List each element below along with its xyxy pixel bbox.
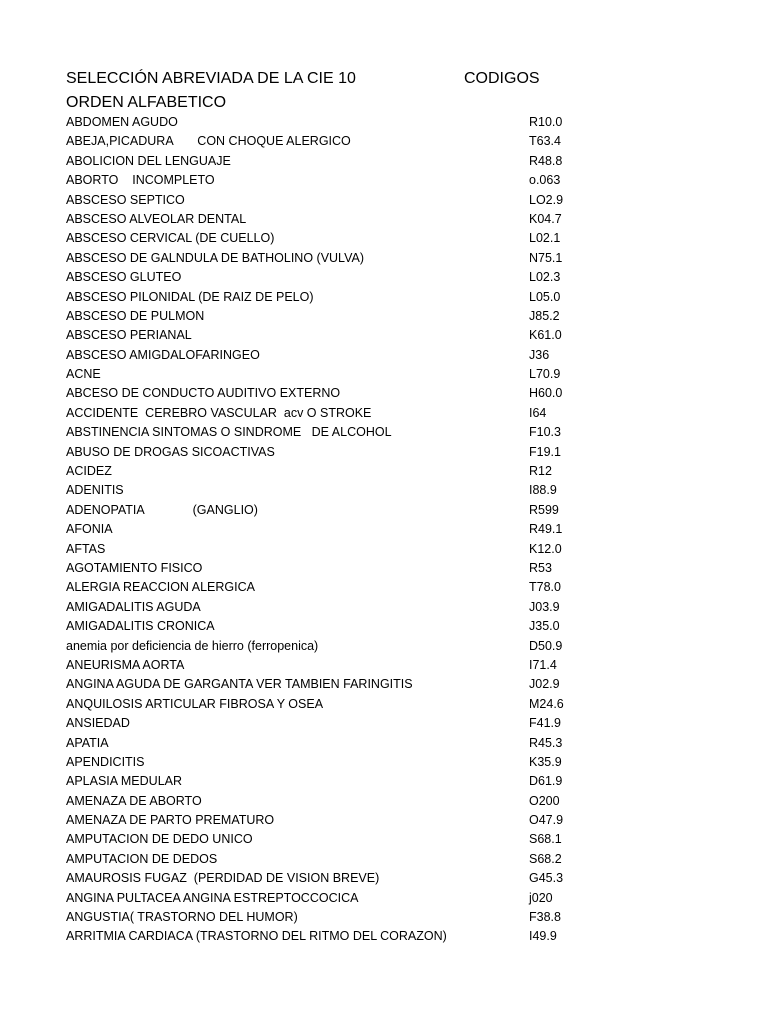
- icd-code: S68.2: [529, 851, 562, 866]
- list-item: [66, 830, 706, 849]
- document-subtitle: ORDEN ALFABETICO: [66, 94, 227, 111]
- list-item: [66, 210, 706, 229]
- diagnosis-term: AFONIA: [66, 522, 113, 537]
- diagnosis-term: ABORTO INCOMPLETO: [66, 173, 215, 188]
- diagnosis-term: ABSCESO GLUTEO: [66, 270, 182, 285]
- list-item: [66, 346, 706, 365]
- diagnosis-term: APLASIA MEDULAR: [66, 774, 183, 789]
- list-item: [66, 501, 706, 520]
- diagnosis-term: ANQUILOSIS ARTICULAR FIBROSA Y OSEA: [66, 696, 324, 711]
- diagnosis-term: ABDOMEN AGUDO: [66, 115, 178, 129]
- diagnosis-term: AGOTAMIENTO FISICO: [66, 560, 203, 575]
- diagnosis-term: AMAUROSIS FUGAZ (PERDIDAD DE VISION BREVE): [66, 871, 380, 886]
- icd-code: R599: [529, 502, 559, 517]
- diagnosis-term: ACIDEZ: [66, 464, 112, 479]
- icd-code: J03.9: [529, 599, 560, 614]
- list-item: [66, 792, 706, 811]
- icd-code: R12: [529, 464, 552, 479]
- diagnosis-term: ALERGIA REACCION ALERGICA: [66, 580, 255, 595]
- list-item: [66, 171, 706, 190]
- icd-code: LO2.9: [529, 192, 564, 207]
- icd-code: L02.1: [529, 231, 561, 246]
- icd-code: G45.3: [529, 871, 564, 886]
- list-item: [66, 598, 706, 617]
- icd-code: K35.9: [529, 754, 562, 769]
- icd-code: O47.9: [529, 813, 564, 828]
- icd-code: N75.1: [529, 250, 563, 265]
- icd-code: L05.0: [529, 289, 561, 304]
- list-item: [66, 578, 706, 597]
- list-item: [66, 637, 706, 656]
- icd-code: J02.9: [529, 677, 560, 692]
- list-item: [66, 714, 706, 733]
- icd-code: D61.9: [529, 774, 563, 789]
- icd-code: F19.1: [529, 444, 561, 459]
- list-item: [66, 481, 706, 500]
- list-item: [66, 753, 706, 772]
- diagnosis-term: ABUSO DE DROGAS SICOACTIVAS: [66, 444, 275, 459]
- diagnosis-term: ABSCESO SEPTICO: [66, 192, 185, 207]
- diagnosis-term: ABSCESO AMIGDALOFARINGEO: [66, 347, 260, 362]
- list-item: [66, 268, 706, 287]
- icd-code: R53: [529, 560, 552, 575]
- diagnosis-term: ABSCESO ALVEOLAR DENTAL: [66, 211, 247, 226]
- list-item: [66, 889, 706, 908]
- diagnosis-term: ABSCESO PILONIDAL (DE RAIZ DE PELO): [66, 289, 314, 304]
- diagnosis-term: ABEJA,PICADURA CON CHOQUE ALERGICO: [66, 134, 351, 149]
- diagnosis-term: ANEURISMA AORTA: [66, 657, 185, 672]
- diagnosis-term: ANGINA AGUDA DE GARGANTA VER TAMBIEN FARINGITIS: [66, 677, 413, 692]
- icd-code: K12.0: [529, 541, 562, 556]
- icd-code: J36: [529, 347, 550, 362]
- list-item: [66, 462, 706, 481]
- diagnosis-term: ANGUSTIA( TRASTORNO DEL HUMOR): [66, 910, 298, 925]
- icd-code: j020: [529, 890, 553, 905]
- icd-code: F41.9: [529, 716, 561, 731]
- list-item: [66, 365, 706, 384]
- list-item: [66, 734, 706, 753]
- diagnosis-term: AMPUTACION DE DEDOS: [66, 851, 218, 866]
- icd-code: S68.1: [529, 832, 562, 847]
- list-item: [66, 869, 706, 888]
- icd-code: R49.1: [529, 522, 563, 537]
- icd-code: J35.0: [529, 619, 560, 634]
- diagnosis-term: APENDICITIS: [66, 754, 145, 769]
- codes-column-heading: CODIGOS: [464, 70, 540, 87]
- icd-code: T63.4: [529, 134, 561, 149]
- list-item: [66, 384, 706, 403]
- list-item: [66, 288, 706, 307]
- icd-code: K61.0: [529, 328, 562, 343]
- diagnosis-term: ARRITMIA CARDIACA (TRASTORNO DEL RITMO DEL CORAZON): [66, 929, 447, 944]
- diagnosis-code-list: [66, 113, 706, 947]
- diagnosis-term: ABOLICION DEL LENGUAJE: [66, 153, 231, 168]
- document-title: SELECCIÓN ABREVIADA DE LA CIE 10: [66, 70, 356, 87]
- diagnosis-term: ADENITIS: [66, 483, 124, 498]
- list-item: [66, 191, 706, 210]
- title-row: [66, 68, 666, 90]
- icd-code: O200: [529, 793, 560, 808]
- diagnosis-term: ABSTINENCIA SINTOMAS O SINDROME DE ALCOHOL: [66, 425, 392, 440]
- icd-code: F10.3: [529, 425, 561, 440]
- icd-code: I64: [529, 405, 547, 420]
- icd-code: T78.0: [529, 580, 561, 595]
- list-item: [66, 811, 706, 830]
- list-item: [66, 908, 706, 927]
- icd-code: R45.3: [529, 735, 563, 750]
- diagnosis-term: ABSCESO PERIANAL: [66, 328, 192, 343]
- list-item: [66, 850, 706, 869]
- icd-code: M24.6: [529, 696, 564, 711]
- diagnosis-term: AMIGADALITIS AGUDA: [66, 599, 201, 614]
- list-item: [66, 132, 706, 151]
- list-item: [66, 675, 706, 694]
- diagnosis-term: AMENAZA DE PARTO PREMATURO: [66, 813, 275, 828]
- list-item: [66, 113, 706, 132]
- icd-code: J85.2: [529, 308, 560, 323]
- list-item: [66, 656, 706, 675]
- icd-code: L70.9: [529, 367, 561, 382]
- icd-code: K04.7: [529, 211, 562, 226]
- diagnosis-term: ABSCESO CERVICAL (DE CUELLO): [66, 231, 275, 246]
- diagnosis-term: AFTAS: [66, 541, 106, 556]
- icd-code: R48.8: [529, 153, 563, 168]
- icd-code: F38.8: [529, 910, 561, 925]
- list-item: [66, 559, 706, 578]
- list-item: [66, 443, 706, 462]
- icd-code: H60.0: [529, 386, 563, 401]
- icd-code: R10.0: [529, 115, 563, 129]
- diagnosis-term: ACCIDENTE CEREBRO VASCULAR acv O STROKE: [66, 405, 372, 420]
- list-item: [66, 229, 706, 248]
- list-item: [66, 520, 706, 539]
- diagnosis-term: ADENOPATIA (GANGLIO): [66, 502, 258, 517]
- diagnosis-term: AMENAZA DE ABORTO: [66, 793, 202, 808]
- list-item: [66, 307, 706, 326]
- diagnosis-term: anemia por deficiencia de hierro (ferropenica): [66, 638, 319, 653]
- diagnosis-term: ANSIEDAD: [66, 716, 130, 731]
- diagnosis-term: APATIA: [66, 735, 109, 750]
- diagnosis-term: ABSCESO DE GALNDULA DE BATHOLINO (VULVA): [66, 250, 364, 265]
- list-item: [66, 927, 706, 946]
- list-item: [66, 540, 706, 559]
- icd-code: L02.3: [529, 270, 561, 285]
- diagnosis-term: ACNE: [66, 367, 101, 382]
- diagnosis-term: ABSCESO DE PULMON: [66, 308, 205, 323]
- icd-code: I71.4: [529, 657, 557, 672]
- icd-code: I49.9: [529, 929, 557, 944]
- icd-code: o.063: [529, 173, 561, 188]
- list-item: [66, 152, 706, 171]
- list-item: [66, 249, 706, 268]
- diagnosis-term: ABCESO DE CONDUCTO AUDITIVO EXTERNO: [66, 386, 341, 401]
- icd-code: D50.9: [529, 638, 563, 653]
- diagnosis-term: AMIGADALITIS CRONICA: [66, 619, 215, 634]
- diagnosis-term: AMPUTACION DE DEDO UNICO: [66, 832, 253, 847]
- list-item: [66, 326, 706, 345]
- diagnosis-term: ANGINA PULTACEA ANGINA ESTREPTOCCOCICA: [66, 890, 359, 905]
- list-item: [66, 772, 706, 791]
- list-item: [66, 695, 706, 714]
- list-item: [66, 617, 706, 636]
- icd-code: I88.9: [529, 483, 557, 498]
- list-item: [66, 404, 706, 423]
- list-item: [66, 423, 706, 442]
